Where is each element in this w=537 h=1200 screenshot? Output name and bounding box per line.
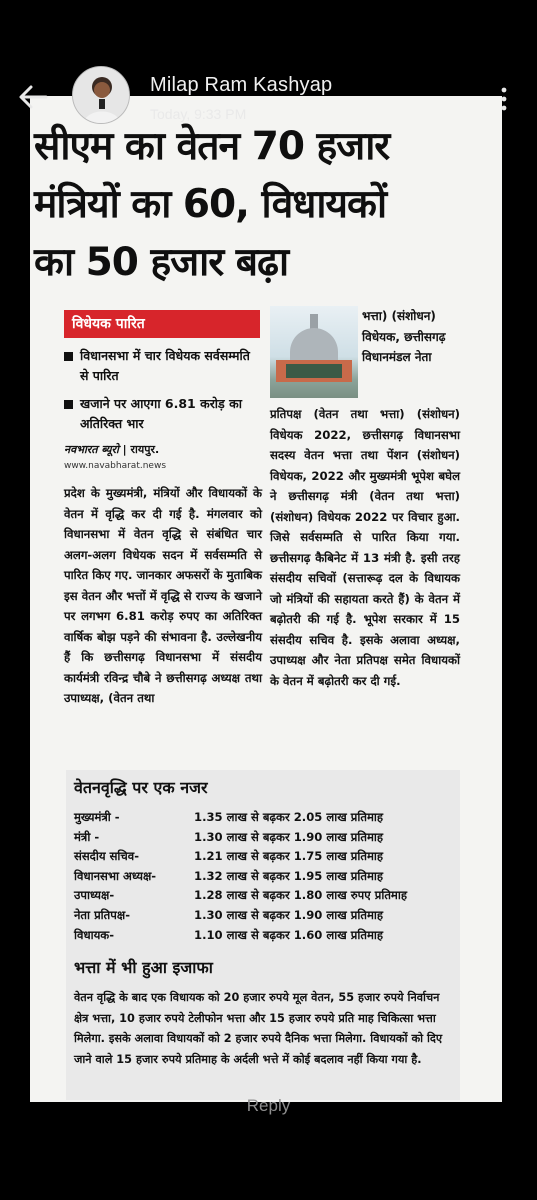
highlight-list — [64, 346, 262, 434]
salary-box-title: वेतनवृद्धि पर एक नजर — [74, 778, 208, 797]
salary-row: संसदीय सचिव- 1.21 लाख से बढ़कर 1.75 लाख प्रतिमाह — [74, 849, 384, 864]
salary-row: मुख्यमंत्री - 1.35 लाख से बढ़कर 2.05 लाख प्रतिमाह — [74, 810, 384, 824]
salary-table — [74, 810, 460, 947]
salary-row: नेता प्रतिपक्ष- 1.30 लाख से बढ़कर 1.90 लाख प्रतिमाह — [74, 907, 384, 922]
section-tag: विधेयक पारित — [64, 310, 260, 338]
byline-city: | रायपुर. — [122, 443, 160, 456]
allowance-text: वेतन वृद्धि के बाद एक विधायक को 20 हजार रुपये मूल वेतन, 55 हजार रुपये निर्वाचन क्षेत्र भत्ता, 10 हजार रुपये टेलीफोन भत्ता और 15 हजार रुपये प्रति माह चिकित्सा भत्ता मिलेगा. इसके अलावा विधायकों को 2 हजार रुपये दैनिक भत्ता मिलेगा. विधायकों को दिए जाने वाले 15 हजार रुपये प्रतिमाह के अर्दली भत्ते में कोई बदलाव नहीं किया गया है. — [74, 991, 443, 1066]
article-body-right: प्रतिपक्ष (वेतन तथा भत्ता) (संशोधन) विधेयक 2022, छत्तीसगढ़ विधानसभा सदस्य वेतन भत्ता तथा पेंशन (संशोधन) विधेयक, 2022 और मुख्यमंत्री भूपेश बघेल ने छत्तीसगढ़ मंत्री (वेतन तथा भत्ता) (संशोधन) विधेयक 2022 पर विचार हुआ. जिसे सर्वसम्मति से पारित किया गया. छत्तीसगढ़ कैबिनेट में 13 मंत्री है. इसी तरह संसदीय सचिवों (सत्तारूढ़ दल के विधायक जो मंत्रियों की सहायता करते हैं) के वेतन में बढ़ोतरी की गई है. भूपेश सरकार में 15 संसदीय सचिव है. इसके अलावा अध्यक्ष, उपाध्यक्ष और नेता प्रतिपक्ष समेत विधायकों के वेतन में बढ़ोतरी कर दी गई. — [270, 407, 460, 688]
article-left-column — [64, 310, 262, 709]
headline-line-3: का 50 हजार बढ़ा — [34, 240, 289, 285]
viewer-header — [0, 60, 537, 130]
avatar[interactable] — [72, 66, 130, 124]
highlight-item: विधानसभा में चार विधेयक सर्वसम्मति से पारित — [64, 346, 262, 386]
assembly-building-photo — [270, 306, 358, 398]
article-body-left: प्रदेश के मुख्यमंत्री, मंत्रियों और विधायकों के वेतन में वृद्धि कर दी गई है. मंगलवार को विधानसभा में वेतन वृद्धि से संबंधित चार अलग-अलग विधेयक सदन में सर्वसम्मति से पारित किए गए. जानकार अफसरों के मुताबिक इस वेतन और भत्तों में वृद्धि से राज्य के खजाने पर लगभग 6.81 करोड़ रुपए का अतिरिक्त वार्षिक बोझ पड़ने की संभावना है. उल्लेखनीय हैं कि छत्तीसगढ़ विधानसभा में संसदीय कार्यमंत्री रविन्द्र चौबे ने छत्तीसगढ़ अध्यक्ष तथा उपाध्यक्ष, (वेतन तथा — [64, 486, 262, 705]
website-label: www.navabharat.news — [64, 461, 167, 471]
message-time: Today, 9:33 PM — [150, 106, 247, 122]
sender-name: Milap Ram Kashyap — [150, 74, 333, 96]
allowance-title: भत्ता में भी हुआ इजाफा — [74, 958, 213, 977]
byline — [64, 442, 262, 457]
headline-line-2: मंत्रियों का 60, विधायकों — [34, 182, 387, 227]
salary-row: विधानसभा अध्यक्ष- 1.32 लाख से बढ़कर 1.95 लाख प्रतिमाह — [74, 868, 384, 883]
salary-row: मंत्री - 1.30 लाख से बढ़कर 1.90 लाख प्रतिमाह — [74, 829, 384, 844]
more-vertical-icon[interactable] — [496, 86, 512, 112]
salary-row: विधायक- 1.10 लाख से बढ़कर 1.60 लाख प्रतिमाह — [74, 927, 384, 942]
reply-button[interactable]: Reply — [246, 1096, 291, 1115]
article-headline — [34, 118, 444, 292]
status-bar — [0, 0, 537, 52]
salary-row: उपाध्यक्ष- 1.28 लाख से बढ़कर 1.80 लाख रुपए प्रतिमाह — [74, 888, 408, 903]
byline-brand: नवभारत ब्यूरो — [64, 443, 119, 456]
back-arrow-icon[interactable] — [16, 82, 50, 112]
photo-side-text: भत्ता) (संशोधन) विधेयक, छत्तीसगढ़ विधानमंडल नेता — [362, 309, 446, 364]
headline-line-1: सीएम का वेतन 70 हजार — [34, 124, 390, 169]
highlight-item: खजाने पर आएगा 6.81 करोड़ का अतिरिक्त भार — [64, 394, 262, 434]
salary-summary-box — [66, 770, 460, 1100]
